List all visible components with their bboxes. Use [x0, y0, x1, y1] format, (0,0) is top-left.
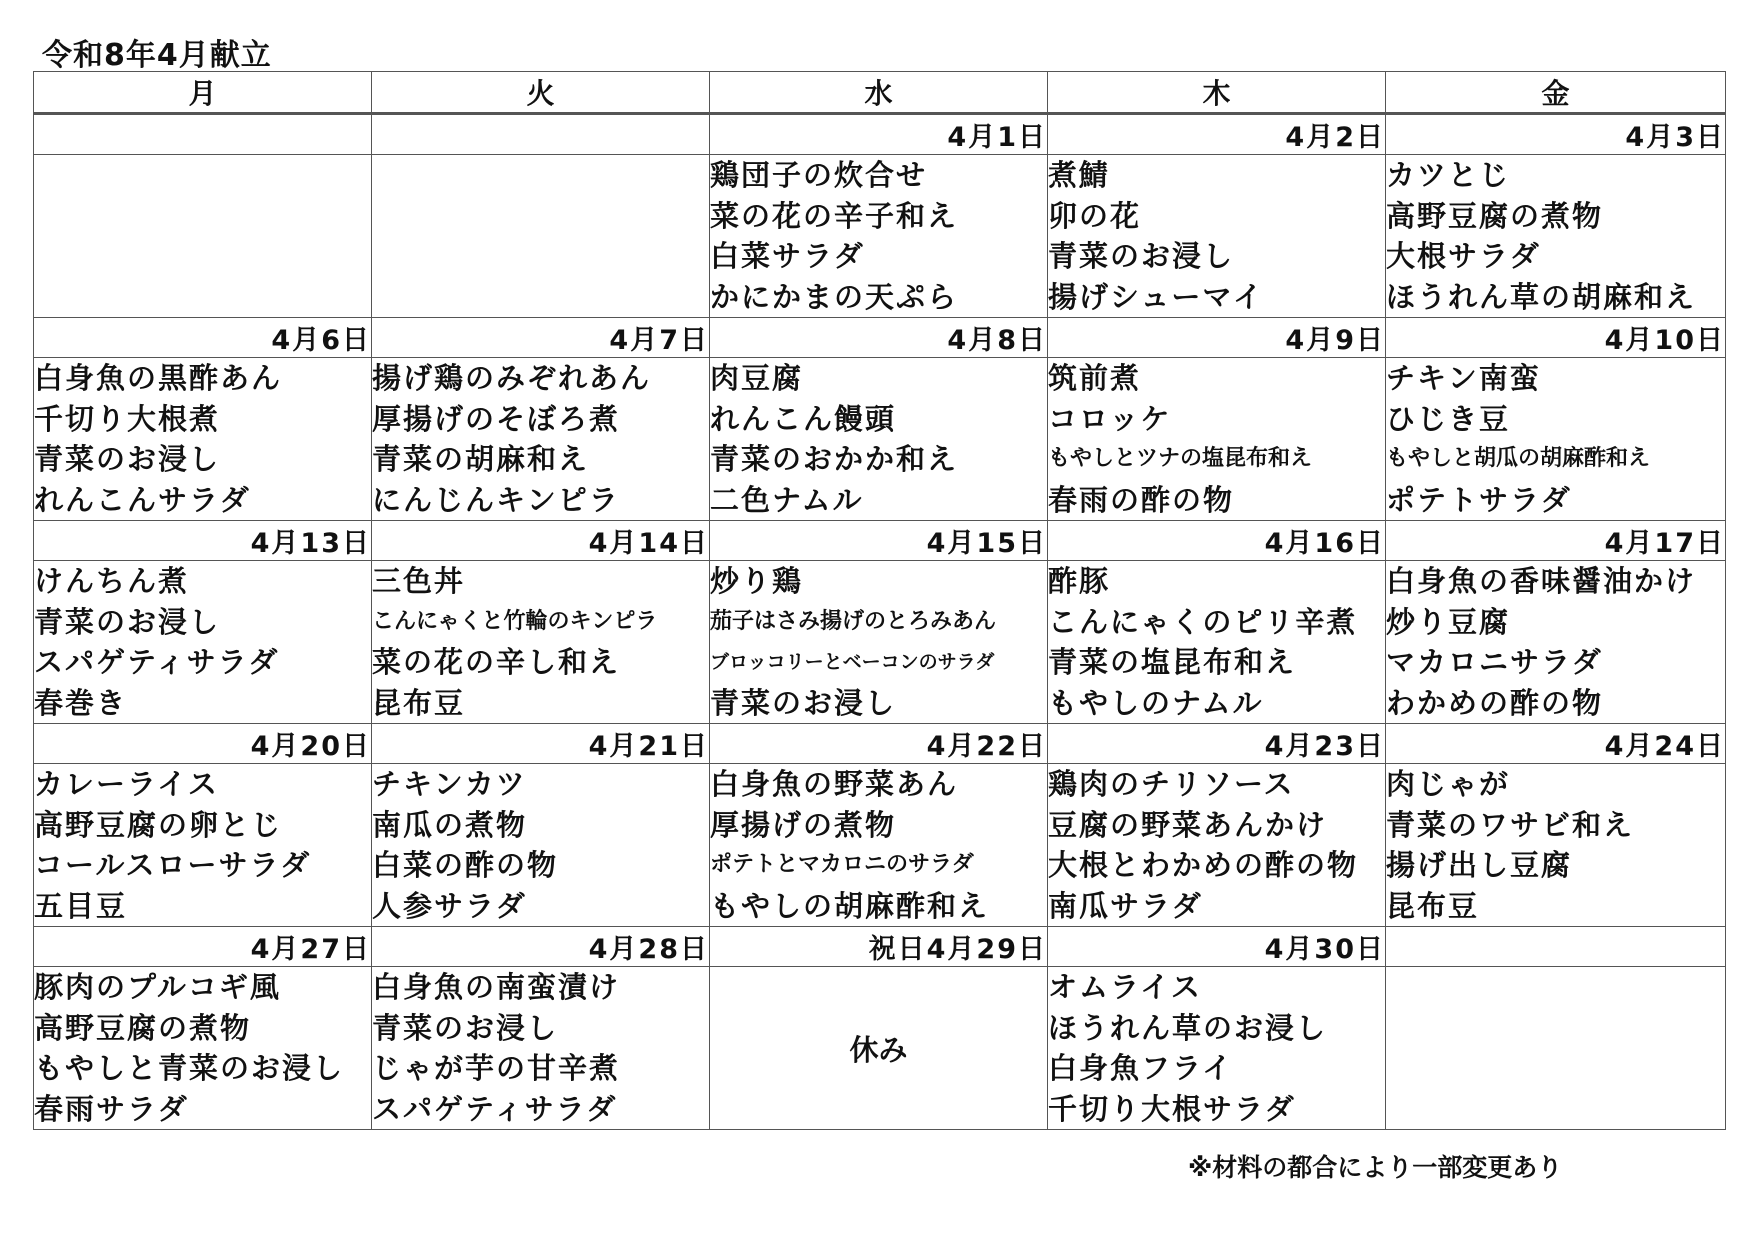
dish-item: ひじき豆 — [1386, 401, 1511, 436]
dish-item: 南瓜サラダ — [1048, 888, 1203, 923]
dish-item: 厚揚げのそぼろ煮 — [372, 401, 621, 436]
dish-item: けんちん煮 — [34, 564, 190, 598]
dish-item: 青菜の胡麻和え — [372, 442, 590, 476]
dish-item: にんじんキンピラ — [372, 482, 620, 517]
date-cell — [34, 114, 372, 155]
date-cell: 4月22日 — [710, 724, 1048, 764]
day-menu-cell — [1048, 561, 1386, 724]
dish-item: 千切り大根サラダ — [1048, 1091, 1296, 1126]
dish-item: 五目豆 — [34, 888, 128, 923]
dish-item: 白身魚フライ — [1048, 1051, 1234, 1085]
date-cell: 4月6日 — [34, 318, 372, 358]
menu-row — [34, 561, 1726, 724]
date-row — [34, 521, 1726, 561]
dish-item: 青菜のワサビ和え — [1386, 807, 1635, 842]
dish-item: コールスローサラダ — [34, 848, 312, 882]
weekday-thu: 木 — [1048, 72, 1386, 114]
dish-item: 菜の花の辛し和え — [372, 645, 621, 679]
date-cell: 4月21日 — [372, 724, 710, 764]
dish-item: マカロニサラダ — [1386, 645, 1603, 679]
day-menu-cell — [1386, 358, 1726, 521]
date-row — [34, 927, 1726, 967]
dish-item: 筑前煮 — [1048, 361, 1142, 395]
date-cell: 4月16日 — [1048, 521, 1386, 561]
day-menu-cell — [1386, 155, 1726, 318]
dish-item: 青菜のお浸し — [710, 685, 897, 720]
weekday-header-row — [34, 72, 1726, 114]
date-cell: 4月3日 — [1386, 114, 1726, 155]
dish-item: 青菜のお浸し — [372, 1010, 559, 1045]
menu-row — [34, 155, 1726, 318]
dish-item: チキンカツ — [372, 767, 527, 801]
date-cell — [372, 114, 710, 155]
dish-item: 南瓜の煮物 — [372, 807, 528, 842]
dish-item: もやしと青菜のお浸し — [34, 1051, 345, 1085]
dish-item: 白身魚の香味醤油かけ — [1386, 564, 1697, 598]
dish-item: ポテトとマカロニのサラダ — [710, 852, 974, 877]
weekday-mon: 月 — [34, 72, 372, 114]
day-menu-cell — [372, 561, 710, 724]
date-cell: 4月20日 — [34, 724, 372, 764]
day-menu-cell — [372, 155, 710, 318]
dish-item: 青菜のお浸し — [34, 442, 221, 476]
day-menu-cell — [34, 358, 372, 521]
menu-row — [34, 358, 1726, 521]
dish-item: こんにゃくのピリ辛煮 — [1048, 604, 1358, 639]
dish-item: 炒り豆腐 — [1386, 604, 1511, 639]
dish-item: れんこん饅頭 — [710, 401, 897, 436]
day-menu-cell — [372, 764, 710, 927]
date-cell: 祝日4月29日 — [710, 927, 1048, 967]
dish-item: 大根とわかめの酢の物 — [1048, 848, 1359, 882]
dish-item: 千切り大根煮 — [34, 401, 221, 436]
dish-item: オムライス — [1048, 970, 1202, 1004]
date-cell: 4月2日 — [1048, 114, 1386, 155]
dish-item: 揚げ鶏のみぞれあん — [372, 361, 652, 395]
dish-item: 白菜の酢の物 — [372, 848, 559, 882]
holiday-cell: 休み — [710, 967, 1048, 1130]
day-menu-cell — [1386, 561, 1726, 724]
date-cell: 4月23日 — [1048, 724, 1386, 764]
dish-item: もやしのナムル — [1048, 685, 1264, 720]
dish-item: こんにゃくと竹輪のキンピラ — [372, 608, 658, 634]
date-cell: 4月9日 — [1048, 318, 1386, 358]
dish-item: もやしとツナの塩昆布和え — [1048, 446, 1313, 471]
menu-calendar-table — [33, 71, 1726, 1130]
dish-item: カレーライス — [34, 767, 219, 801]
dish-item: 酢豚 — [1048, 564, 1111, 598]
day-menu-cell — [34, 561, 372, 724]
dish-item: 炒り鶏 — [710, 564, 804, 598]
dish-item: 昆布豆 — [1386, 888, 1480, 923]
menu-row — [34, 764, 1726, 927]
dish-item: コロッケ — [1048, 401, 1172, 436]
day-menu-cell — [1386, 967, 1726, 1130]
date-cell: 4月7日 — [372, 318, 710, 358]
day-menu-cell — [710, 155, 1048, 318]
dish-item: 厚揚げの煮物 — [710, 807, 897, 842]
dish-item: 青菜のお浸し — [1048, 239, 1235, 273]
day-menu-cell — [1048, 358, 1386, 521]
dish-item: 高野豆腐の煮物 — [34, 1010, 252, 1045]
date-row — [34, 318, 1726, 358]
date-cell — [1386, 927, 1726, 967]
dish-item: 鶏団子の炊合せ — [710, 158, 928, 192]
dish-item: 昆布豆 — [372, 685, 466, 720]
dish-item: 高野豆腐の煮物 — [1386, 198, 1604, 233]
dish-item: 春雨の酢の物 — [1048, 482, 1235, 517]
dish-item: じゃが芋の甘辛煮 — [372, 1051, 621, 1085]
dish-item: 肉豆腐 — [710, 361, 804, 395]
dish-item: 高野豆腐の卵とじ — [34, 807, 283, 842]
day-menu-cell — [1048, 967, 1386, 1130]
date-cell: 4月8日 — [710, 318, 1048, 358]
change-notice: ※材料の都合により一部変更あり — [1188, 1153, 1563, 1182]
dish-item: 青菜の塩昆布和え — [1048, 645, 1297, 679]
page-title: 令和8年4月献立 — [42, 38, 272, 73]
day-menu-cell — [1386, 764, 1726, 927]
dish-item: ほうれん草のお浸し — [1048, 1010, 1328, 1045]
dish-item: スパゲティサラダ — [372, 1091, 618, 1126]
dish-item: 三色丼 — [372, 564, 466, 598]
dish-item: 肉じゃが — [1386, 767, 1511, 801]
day-menu-cell — [1048, 155, 1386, 318]
dish-item: わかめの酢の物 — [1386, 685, 1604, 720]
date-cell: 4月1日 — [710, 114, 1048, 155]
dish-item: 豚肉のプルコギ風 — [34, 970, 281, 1004]
dish-item: スパゲティサラダ — [34, 645, 280, 679]
date-cell: 4月27日 — [34, 927, 372, 967]
dish-item: れんこんサラダ — [34, 482, 251, 517]
date-cell: 4月13日 — [34, 521, 372, 561]
day-menu-cell — [34, 967, 372, 1130]
dish-item: 白身魚の黒酢あん — [34, 361, 283, 395]
date-cell: 4月15日 — [710, 521, 1048, 561]
dish-item: もやしの胡麻酢和え — [710, 888, 990, 923]
dish-item: 青菜のお浸し — [34, 604, 221, 639]
date-cell: 4月28日 — [372, 927, 710, 967]
weekday-wed: 水 — [710, 72, 1048, 114]
dish-item: チキン南蛮 — [1386, 361, 1541, 395]
date-cell: 4月24日 — [1386, 724, 1726, 764]
dish-item: 煮鯖 — [1048, 158, 1111, 192]
day-menu-cell — [34, 764, 372, 927]
day-menu-cell — [710, 358, 1048, 521]
dish-item: かにかまの天ぷら — [710, 279, 959, 314]
dish-item: 卯の花 — [1048, 198, 1142, 233]
dish-item: 白菜サラダ — [710, 239, 865, 273]
dish-item: 白身魚の野菜あん — [710, 767, 959, 801]
day-menu-cell — [710, 561, 1048, 724]
day-menu-cell — [710, 764, 1048, 927]
dish-item: ブロッコリーとベーコンのサラダ — [710, 651, 995, 673]
dish-item: 二色ナムル — [710, 482, 864, 517]
dish-item: ほうれん草の胡麻和え — [1386, 279, 1697, 314]
weekday-tue: 火 — [372, 72, 710, 114]
dish-item: 白身魚の南蛮漬け — [372, 970, 621, 1004]
dish-item: カツとじ — [1386, 158, 1511, 192]
weekday-fri: 金 — [1386, 72, 1726, 114]
date-cell: 4月10日 — [1386, 318, 1726, 358]
day-menu-cell — [372, 358, 710, 521]
date-cell: 4月17日 — [1386, 521, 1726, 561]
dish-item: 揚げ出し豆腐 — [1386, 848, 1573, 882]
dish-item: もやしと胡瓜の胡麻酢和え — [1386, 446, 1651, 471]
menu-row — [34, 967, 1726, 1130]
date-row — [34, 114, 1726, 155]
dish-item: 春雨サラダ — [34, 1091, 189, 1126]
dish-item: 春巻き — [34, 685, 128, 720]
day-menu-cell — [34, 155, 372, 318]
day-menu-cell — [1048, 764, 1386, 927]
dish-item: 菜の花の辛子和え — [710, 198, 959, 233]
dish-item: 青菜のおかか和え — [710, 442, 959, 476]
date-cell: 4月30日 — [1048, 927, 1386, 967]
dish-item: ポテトサラダ — [1386, 482, 1572, 517]
date-cell: 4月14日 — [372, 521, 710, 561]
dish-item: 鶏肉のチリソース — [1048, 767, 1295, 801]
dish-item: 茄子はさみ揚げのとろみあん — [710, 608, 997, 634]
dish-item: 揚げシューマイ — [1048, 279, 1264, 314]
dish-item: 豆腐の野菜あんかけ — [1048, 807, 1328, 842]
dish-item: 大根サラダ — [1386, 239, 1541, 273]
dish-item: 人参サラダ — [372, 888, 527, 923]
day-menu-cell — [372, 967, 710, 1130]
date-row — [34, 724, 1726, 764]
